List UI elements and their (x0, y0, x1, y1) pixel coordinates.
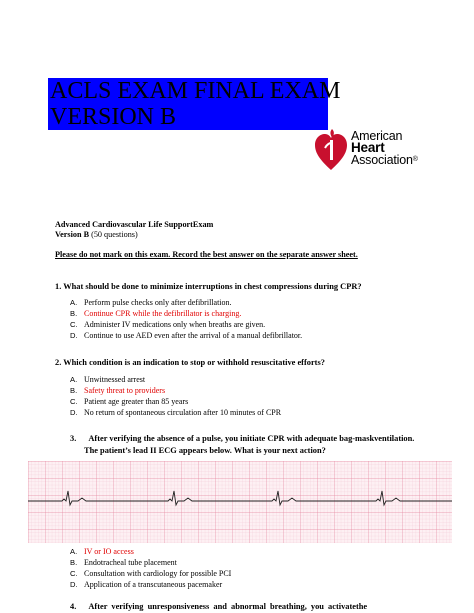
exam-instruction: Please do not mark on this exam. Record the best answer on the separate answer sheet. (55, 250, 358, 259)
course-name: Advanced Cardiovascular Life SupportExam (55, 220, 214, 229)
ecg-grid (28, 461, 452, 543)
question-number: 1. (55, 282, 62, 291)
american-heart-association-logo (314, 126, 434, 174)
logo-line-2: Heart (351, 140, 385, 155)
question-text: After verifying unresponsiveness and abnormal breathing, you activatethe (88, 602, 368, 611)
version-note: (50 questions) (91, 230, 138, 239)
exam-title (48, 78, 341, 130)
question-number: 2. (55, 358, 62, 367)
question-4 (70, 601, 367, 612)
question-1 (55, 281, 362, 292)
version-label: Version B (55, 230, 90, 239)
version-line (55, 230, 138, 240)
ecg-strip (28, 461, 452, 543)
question-number: 3. (70, 434, 77, 443)
question-2 (55, 357, 325, 368)
logo-line-3: Association® (351, 153, 418, 167)
question-text: After verifying the absence of a pulse, you initiate CPR with adequate bag-maskventilation. (88, 434, 415, 443)
question-3-line-2: The patient’s lead II ECG appears below. What is your next action? (84, 446, 326, 455)
question-text: Which condition is an indication to stop or withhold resuscitative efforts? (63, 358, 325, 367)
question-number: 4. (70, 602, 77, 611)
question-3-line-1 (70, 433, 414, 444)
logo-line-1: American (351, 129, 403, 143)
logo-wordmark (351, 130, 418, 166)
heart-torch-icon (314, 126, 348, 172)
exam-title-line-1: ACLS EXAM FINAL EXAM (50, 78, 341, 104)
question-text: What should be done to minimize interruptions in chest compressions during CPR? (63, 282, 362, 291)
exam-title-line-2: VERSION B (50, 104, 177, 130)
